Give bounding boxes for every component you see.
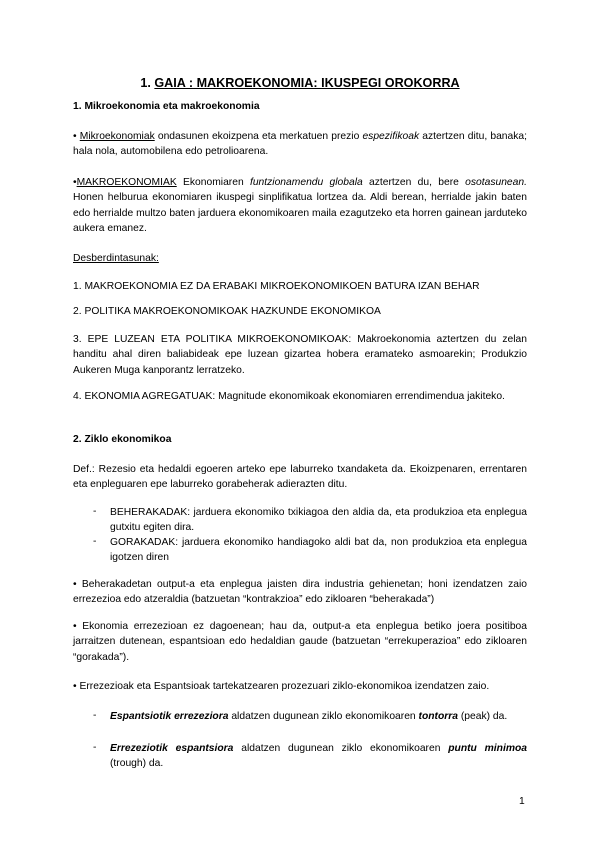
difference-4: 4. EKONOMIA AGREGATUAK: Magnitude ekonomikoak ekonomiaren errendimendua jakiteko. xyxy=(73,391,505,402)
paragraph-beherakadak: • Beherakadetan output-a eta enplegua jaisten dira industria gehienetan; honi izendatzen zaio errezezioa edo atzeraldia (batzuetan “kontrakzioa” edo zikloaren “beherakada”) xyxy=(73,579,527,606)
dash-marker: - xyxy=(93,710,97,721)
dash-marker: - xyxy=(93,506,97,517)
section-heading-1: 1. Mikroekonomia eta makroekonomia xyxy=(73,101,260,112)
turning-point-peak: Espantsiotik errezeziora aldatzen dugunean ziklo ekonomikoaren tontorra (peak) da. xyxy=(110,711,508,722)
dash-marker: - xyxy=(93,742,97,753)
phase-item: BEHERAKADAK: jarduera ekonomiko txikiagoa den aldia da, eta produkzioa eta enplegua gutxitu egiten dira. xyxy=(110,507,527,534)
paragraph-espantsioa: • Ekonomia errezezioan ez dagoenean; hau da, output-a eta enplegua betiko joera positiboa jarraitzen dutenean, espantsioan edo hedaldian gaude (batzuetan “errekuperazioa” edo zikloaren “gorakada”). xyxy=(73,621,527,663)
section-heading-2: 2. Ziklo ekonomikoa xyxy=(73,434,172,445)
difference-1: 1. MAKROEKONOMIA EZ DA ERABAKI MIKROEKONOMIKOEN BATURA IZAN BEHAR xyxy=(73,281,480,292)
title-underlined: GAIA : MAKROEKONOMIA: IKUSPEGI OROKORRA xyxy=(154,76,460,90)
definition-paragraph: Def.: Rezesio eta hedaldi egoeren arteko epe laburreko txandaketa da. Ekoizpenaren, errentaren eta enpleguaren epe laburreko gorabeherak adierazten ditu. xyxy=(73,464,527,491)
paragraph-mikroekonomia: • Mikroekonomiak ondasunen ekoizpena eta merkatuen prezio espezifikoak aztertzen ditu, banaka; hala nola, automobilena edo petrolioarena. xyxy=(73,131,527,158)
paragraph-zikloa: • Errezezioak eta Espantsioak tartekatzearen prozezuari ziklo-ekonomikoa izendatzen zaio. xyxy=(73,681,490,692)
page-title: 1. GAIA : MAKROEKONOMIA: IKUSPEGI OROKORRA xyxy=(140,76,460,90)
differences-label: Desberdintasunak: xyxy=(73,253,159,264)
paragraph-makroekonomia: •MAKROEKONOMIAK Ekonomiaren funtzionamendu globala aztertzen du, bere osotasunean. Honen helburua ekonomiaren ikuspegi sinplifikatua lortzea da. Aldi berean, herrialde jakin baten edo herrialde multzo baten jarduera ekonomikoaren maila ezagutzeko eta horren gainean jarduteko aukera emanez. xyxy=(73,177,527,235)
dash-marker: - xyxy=(93,536,97,547)
difference-3: 3. EPE LUZEAN ETA POLITIKA MIKROEKONOMIKOAK: Makroekonomia aztertzen du zelan handitu ahal diren baliabideak epe luzean gizartea hobera eramateko asmoarekin; Produkzio Aukeren Muga kanporantz lerratzeko. xyxy=(73,334,527,376)
turning-point-trough: Errezeziotik espantsiora aldatzen dugunean ziklo ekonomikoaren puntu minimoa (trough) da. xyxy=(110,743,527,770)
difference-2: 2. POLITIKA MAKROEKONOMIKOAK HAZKUNDE EKONOMIKOA xyxy=(73,306,381,317)
page-number: 1 xyxy=(519,796,525,807)
phase-item: GORAKADAK: jarduera ekonomiko handiagoko aldi bat da, non produkzioa eta enplegua igotzen diren xyxy=(110,537,527,564)
